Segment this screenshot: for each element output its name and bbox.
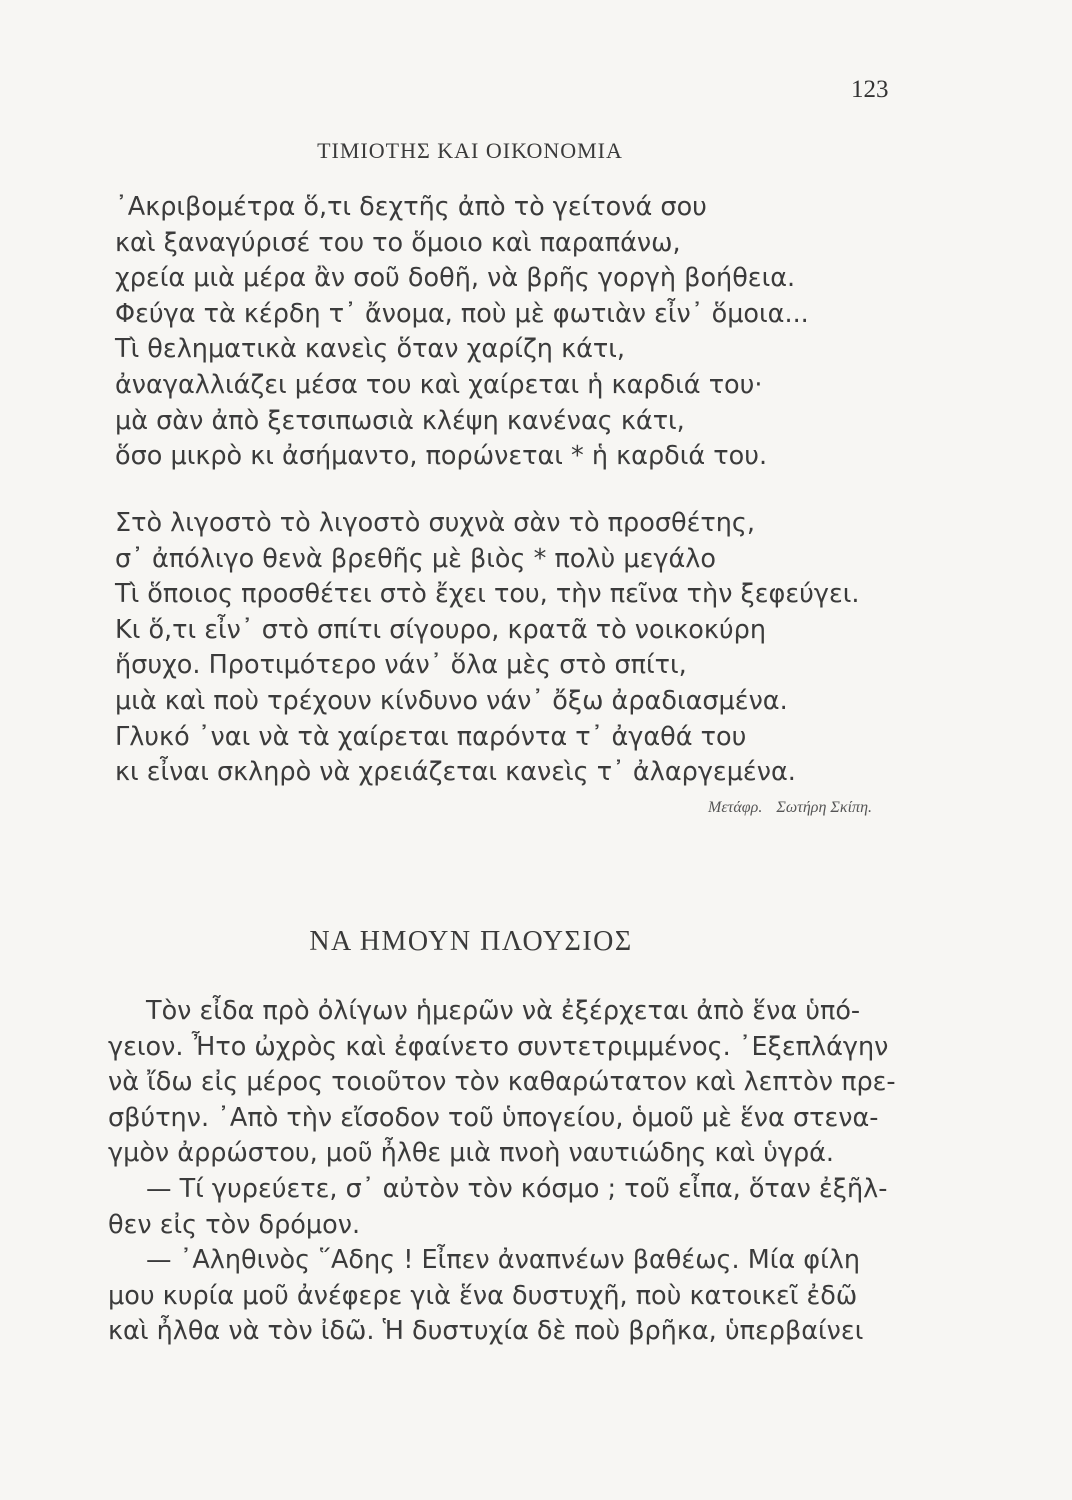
story-line: σβύτην. ᾿Απὸ τὴν εἴσοδον τοῦ ὑπογείου, ὁμοῦ μὲ ἕνα στενα- bbox=[108, 1102, 879, 1133]
poem-line: ὅσο μικρὸ κι ἀσήμαντο, πορώνεται * ἡ καρδιά του. bbox=[115, 441, 768, 472]
story-title: ΝΑ ΗΜΟΥΝ ΠΛΟΥΣΙΟΣ bbox=[309, 926, 633, 957]
story-line: καὶ ἦλθα νὰ τὸν ἰδῶ. Ἡ δυστυχία δὲ ποὺ βρῆκα, ὑπερβαίνει bbox=[108, 1316, 864, 1347]
credit-prefix: Μετάφρ. bbox=[708, 799, 763, 816]
poem-line: καὶ ξαναγύρισέ του το ὅμοιο καὶ παραπάνω, bbox=[115, 227, 681, 258]
story-line: — Τί γυρεύετε, σ᾿ αὐτὸν τὸν κόσμο ; τοῦ εἶπα, ὅταν ἐξῆλ- bbox=[146, 1173, 888, 1204]
poem-line: σ᾿ ἀπόλιγο θενὰ βρεθῆς μὲ βιὸς * πολὺ μεγάλο bbox=[115, 543, 716, 574]
poem-line: ἀναγαλλιάζει μέσα του καὶ χαίρεται ἡ καρδιά του· bbox=[115, 369, 763, 400]
translator-name: Σωτήρη Σκίπη. bbox=[776, 799, 872, 816]
poem-line: Φεύγα τὰ κέρδη τ᾿ ἄνομα, ποὺ μὲ φωτιὰν εἶν᾿ ὅμοια... bbox=[115, 298, 809, 329]
poem-line: κι εἶναι σκληρὸ νὰ χρειάζεται κανεὶς τ᾿ ἀλαργεμένα. bbox=[115, 757, 796, 788]
story-line: νὰ ἴδω εἰς μέρος τοιοῦτον τὸν καθαρώτατον καὶ λεπτὸν πρε- bbox=[108, 1067, 896, 1098]
story-line: γειον. Ἦτο ὠχρὸς καὶ ἐφαίνετο συντετριμμένος. ᾿Εξεπλάγην bbox=[108, 1031, 889, 1062]
poem-line: Κι ὅ,τι εἶν᾿ στὸ σπίτι σίγουρο, κρατᾶ τὸ νοικοκύρη bbox=[115, 614, 767, 645]
page-number: 123 bbox=[851, 76, 889, 103]
translator-credit bbox=[708, 799, 872, 817]
poem-line: μιὰ καὶ ποὺ τρέχουν κίνδυνο νάν᾿ ὄξω ἀραδιασμένα. bbox=[115, 685, 788, 716]
poem-line: ἥσυχο. Προτιμότερο νάν᾿ ὅλα μὲς στὸ σπίτι, bbox=[115, 650, 687, 681]
story-line: — ᾿Αληθινὸς ῞Αδης ! Εἶπεν ἀναπνέων βαθέως. Μία φίλη bbox=[146, 1245, 860, 1276]
poem-line: χρεία μιὰ μέρα ἂν σοῦ δοθῆ, νὰ βρῆς γοργὴ βοήθεια. bbox=[115, 263, 796, 294]
poem-stanza-1 bbox=[115, 190, 809, 475]
story-text bbox=[108, 994, 896, 1350]
story-line: γμὸν ἀρρώστου, μοῦ ἦλθε μιὰ πνοὴ ναυτιώδης καὶ ὑγρά. bbox=[108, 1138, 835, 1169]
story-line: θεν εἰς τὸν δρόμον. bbox=[108, 1209, 361, 1240]
poem-line: Γλυκό ᾿ναι νὰ τὰ χαίρεται παρόντα τ᾿ ἀγαθά του bbox=[115, 721, 747, 752]
poem-line: Τὶ ὅποιος προσθέτει στὸ ἔχει του, τὴν πεῖνα τὴν ξεφεύγει. bbox=[115, 579, 860, 610]
poem-title: ΤΙΜΙΟΤΗΣ ΚΑΙ ΟΙΚΟΝΟΜΙΑ bbox=[317, 138, 623, 163]
poem-line: Τὶ θεληματικὰ κανεὶς ὅταν χαρίζη κάτι, bbox=[115, 334, 625, 365]
story-line: Τὸν εἶδα πρὸ ὀλίγων ἡμερῶν νὰ ἐξέρχεται ἀπὸ ἕνα ὑπό- bbox=[146, 996, 861, 1026]
poem-stanza-2 bbox=[115, 506, 860, 791]
story-line: μου κυρία μοῦ ἀνέφερε γιὰ ἕνα δυστυχῆ, ποὺ κατοικεῖ ἐδῶ bbox=[108, 1280, 858, 1311]
poem-line: μὰ σὰν ἀπὸ ξετσιπωσιὰ κλέψη κανένας κάτι, bbox=[115, 405, 685, 436]
poem-line: Στὸ λιγοστὸ τὸ λιγοστὸ συχνὰ σὰν τὸ προσθέτης, bbox=[115, 508, 755, 538]
poem-line: ᾿Ακριβομέτρα ὅ,τι δεχτῆς ἀπὸ τὸ γείτονά σου bbox=[115, 192, 707, 222]
